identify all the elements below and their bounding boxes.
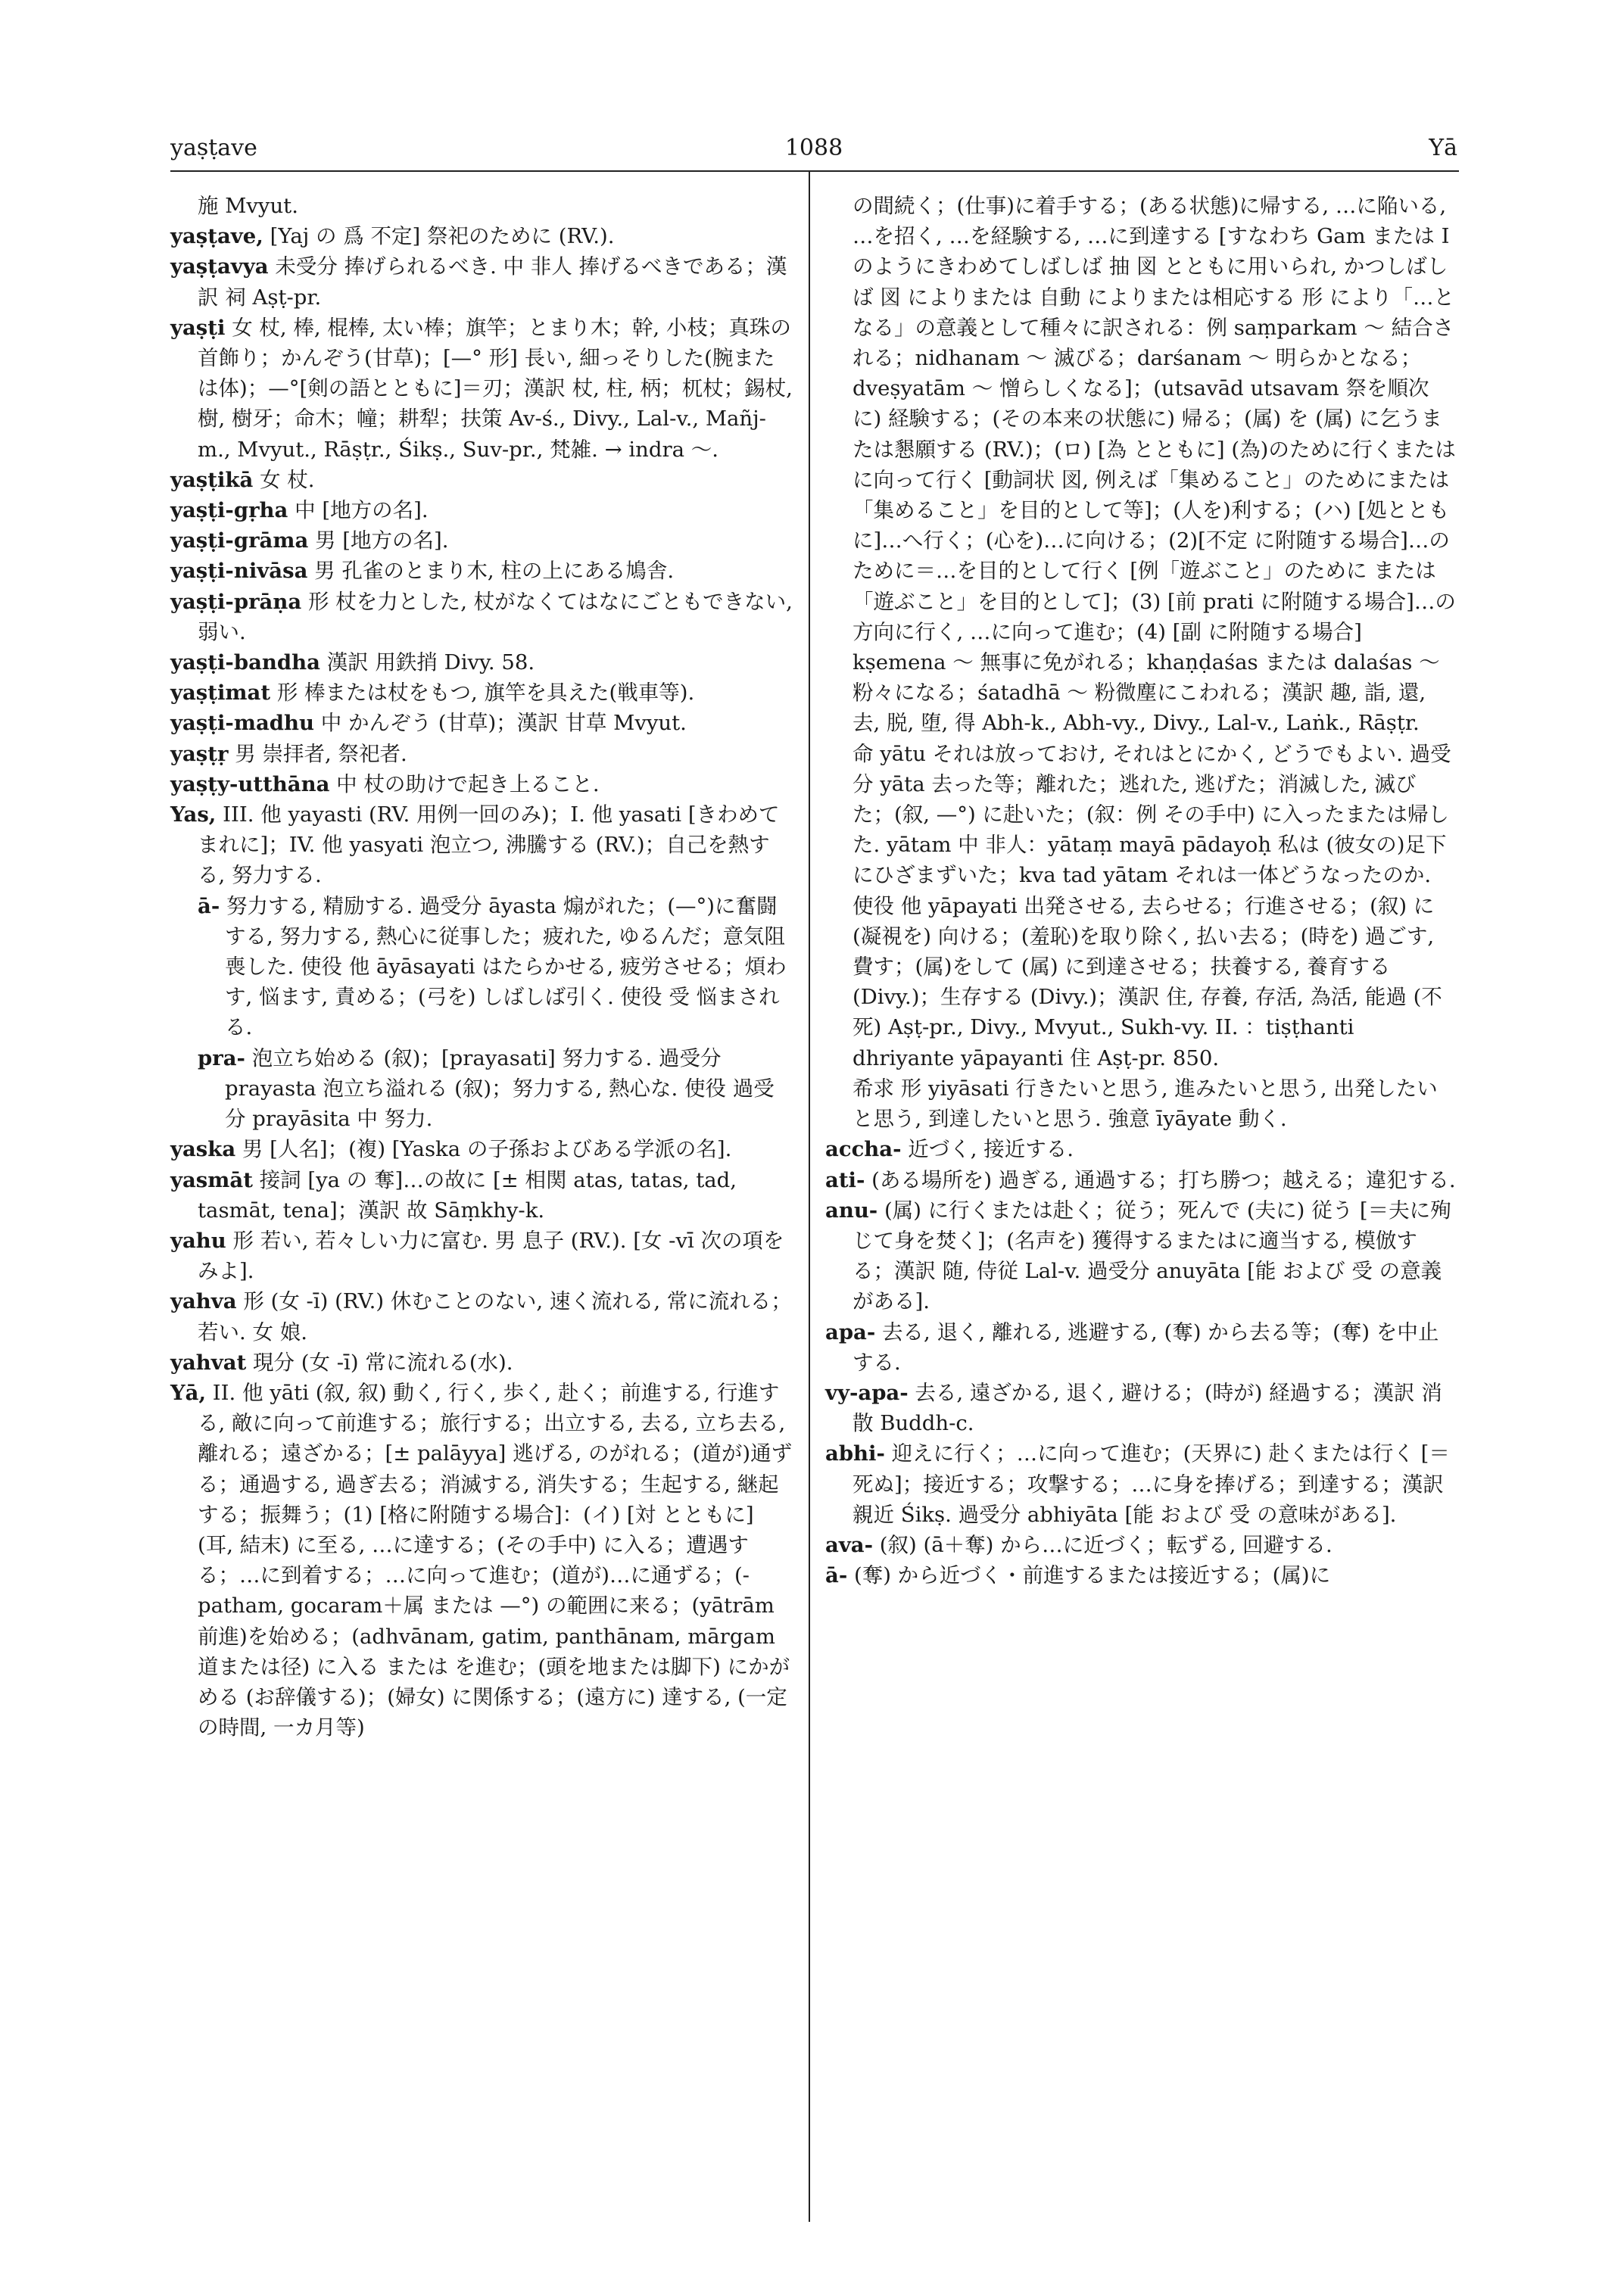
dictionary-entry: yahvat 現分 (女 -ī) 常に流れる(水). (170, 1350, 513, 1375)
headword: Yas, (170, 802, 217, 827)
headword: abhi- (825, 1441, 885, 1466)
headword: yaṣṭi-nivāsa (170, 559, 308, 584)
dictionary-entry: yaṣṭi-prāṇa 形 杖を力とした, 杖がなくてはなにごともできない, 弱い. (170, 589, 793, 644)
dictionary-entry: yaṣṭave, [Yaj の 爲 不定] 祭祀のために (RV.). (170, 224, 615, 249)
headword: yaṣṭi-prāṇa (170, 589, 302, 614)
dictionary-subentry: pra- 泡立ち始める (叙)；[prayasati] 努力する. 過受分 prayasta 泡立ち溢れる (叙)；努力する, 熱心な. 使役 過受分 prayāsita 中 努力. (198, 1045, 775, 1132)
dictionary-entry: 希求 形 yiyāsati 行きたいと思う, 進みたいと思う, 出発したいと思う, 到達したいと思う. 強意 īyāyate 動く. (853, 1076, 1438, 1132)
dictionary-entry: vy-apa- 去る, 遠ざかる, 退く, 避ける；(時が) 経過する；漢訳 消散 Buddh-c. (825, 1380, 1442, 1436)
dictionary-entry: yasmāt 接詞 [ya の 奪]…の故に [± 相関 atas, tatas, tad, tasmāt, tena]；漢訳 故 Sāṃkhy-k. (170, 1167, 737, 1223)
headword: yaṣṭi-bandha (170, 650, 320, 675)
right-column (825, 191, 1457, 1590)
headword: yaṣṭi-grāma (170, 528, 309, 553)
dictionary-entry: yahu 形 若い, 若々しい力に富む. 男 息子 (RV.). [女 -vī 次の項をみよ]. (170, 1228, 784, 1284)
dictionary-entry: anu- (属) に行くまたは赴く；従う；死んで (夫に) 従う [＝夫に殉じて身を焚く]；(名声を) 獲得するまたはに適当する, 模倣する；漢訳 随, 侍従 Lal-v. 過受分 anuyāta [能 および 受 の意義がある]. (825, 1198, 1451, 1314)
dictionary-entry: ā- (奪) から近づく・前進するまたは接近する；(属)に (825, 1563, 1331, 1588)
header-rule (170, 170, 1459, 172)
dictionary-entry: abhi- 迎えに行く；…に向って進む；(天界に) 赴くまたは行く [＝死ぬ]；接近する；攻撃する；…に身を捧げる；到達する；漢訳 親近 Śikṣ. 過受分 abhiyāta [能 および 受 の意味がある]. (825, 1441, 1450, 1527)
headword: yaṣṭimat (170, 681, 271, 706)
headword: yaṣṭi-madhu (170, 711, 314, 736)
dictionary-entry: apa- 去る, 退く, 離れる, 逃避する, (奪) から去る等；(奪) を中止する. (825, 1319, 1439, 1375)
headword: yaṣṭṛ (170, 741, 229, 766)
dictionary-entry: yaṣṭikā 女 杖. (170, 467, 315, 492)
headword: accha- (825, 1137, 902, 1162)
headword: yaska (170, 1137, 236, 1162)
dictionary-entry: 命 yātu それは放っておけ, それはとにかく, どうでもよい. 過受分 yāta 去った等；離れた；逃れた, 逃げた；消滅した, 滅びた；(叙, —°) に赴いた；(叙：例 その手中) に入ったまたは帰した. yātam 中 非人：yātaṃ mayā pādayoḥ 私は (彼女の)足下にひざまずいた；kva tad yātam それは一体どうなったのか. 使役 他 yāpayati 出発させる, 去らせる；行進させる；(叙) に (凝視を) 向ける；(羞恥)を取り除く, 払い去る；(時を) 過ごす, 費す；(属)をして (属) に到達させる；扶養する, 養育する(Divy.)；生存する (Divy.)；漢訳 住, 存養, 存活, 為活, 能過 (不死) Aṣṭ-pr., Divy., Mvyut., Sukh-vy. II. ：tiṣṭhanti dhriyante yāpayanti 住 Aṣṭ-pr. 850. (853, 741, 1451, 1070)
dictionary-entry: yahva 形 (女 -ī) (RV.) 休むことのない, 速く流れる, 常に流れる；若い. 女 娘. (170, 1289, 792, 1344)
left-column (170, 191, 795, 1743)
headword: yasmāt (170, 1167, 253, 1192)
headword: vy-apa- (825, 1380, 909, 1405)
headword: apa- (825, 1319, 876, 1344)
dictionary-entry: yaṣṭavya 未受分 捧げられるべき. 中 非人 捧げるべきである；漢訳 祠 Aṣṭ-pr. (170, 254, 787, 310)
dictionary-entry: yaṣṭy-utthāna 中 杖の助けで起き上ること. (170, 771, 600, 796)
headword: ā- (198, 893, 220, 918)
headword: yaṣṭikā (170, 467, 254, 492)
headword: yaṣṭi-gṛha (170, 498, 288, 523)
dictionary-entry: yaṣṭi-madhu 中 かんぞう (甘草)；漢訳 甘草 Mvyut. (170, 711, 687, 736)
dictionary-entry: accha- 近づく, 接近する. (825, 1137, 1074, 1162)
dictionary-entry: 施 Mvyut. (198, 194, 298, 218)
running-header (170, 135, 1457, 180)
column-divider (809, 170, 810, 2222)
headword: anu- (825, 1198, 878, 1223)
dictionary-entry: ava- (叙) (ā＋奪) から…に近づく；転ずる, 回避する. (825, 1532, 1333, 1557)
dictionary-entry: yaṣṭi-gṛha 中 [地方の名]. (170, 498, 429, 523)
headword: yahu (170, 1228, 226, 1253)
page-number: 1088 (784, 135, 843, 161)
dictionary-entry: yaṣṭimat 形 棒または杖をもつ, 旗竿を具えた(戦車等). (170, 681, 695, 706)
headword: pra- (198, 1045, 245, 1070)
dictionary-entry: yaska 男 [人名]；(複) [Yaska の子孫およびある学派の名]. (170, 1137, 732, 1162)
headword: yaṣṭi (170, 315, 226, 340)
dictionary-subentry: ā- 努力する, 精励する. 過受分 āyasta 煽がれた；(—°)に奮闘する, 努力する, 熱心に従事した；疲れた, ゆるんだ；意気阻喪した. 使役 他 āyāsayati はたらかせる, 疲労させる；煩わす, 悩ます, 責める；(弓を) しばしば引く. 使役 受 悩まされる. (198, 893, 787, 1040)
header-guide-word-left: yaṣṭave (170, 135, 257, 161)
headword: ava- (825, 1532, 874, 1557)
dictionary-entry: Yā, II. 他 yāti (叙, 叙) 動く, 行く, 歩く, 赴く；前進する, 行進する, 敵に向って前進する；旅行する；出立する, 去る, 立ち去る, 離れる；遠ざかる；[± palāyya] 逃げる, のがれる；(道が)通ずる；通過する, 過ぎ去る；消滅する, 消失する；生起する, 継起する；振舞う；(1) [格に附随する場合]：(イ) [対 とともに] (耳, 結末) に至る, …に達する；(その手中) に入る；遭遇する；…に到着する；…に向って進む；(道が)…に通ずる；(-patham, gocaram＋属 または —°) の範囲に来る；(yātrām 前進)を始める；(adhvānam, gatim, panthānam, mārgam 道または径) に入る または を進む；(頭を地または脚下) にかがめる (お辞儀する)；(婦女) に関係する；(遠方に) 達する, (一定の時間, 一カ月等) (170, 1380, 793, 1740)
dictionary-entry: yaṣṭi-bandha 漢訳 用鉄捎 Divy. 58. (170, 650, 535, 675)
dictionary-entry: yaṣṭṛ 男 崇拝者, 祭祀者. (170, 741, 407, 766)
headword: yahvat (170, 1350, 247, 1375)
headword: yaṣṭavya (170, 254, 269, 279)
headword: Yā, (170, 1380, 207, 1405)
headword: ā- (825, 1563, 848, 1588)
dictionary-entry: yaṣṭi 女 杖, 棒, 棍棒, 太い棒；旗竿；とまり木；幹, 小枝；真珠の首飾り；かんぞう(甘草)；[—° 形] 長い, 細っそりした(腕または体)；—°[剣の語とともに]＝刃；漢訳 杖, 柱, 柄；杌杖；錫杖, 樹, 樹牙；命木；幢；耕犁；扶策 Av-ś., Divy., Lal-v., Mañj-m., Mvyut., Rāṣṭr., Śikṣ., Suv-pr., 梵雑. → indra ～. (170, 315, 793, 462)
dictionary-entry: ati- (ある場所を) 過ぎる, 通過する；打ち勝つ；越える；違犯する. (825, 1167, 1456, 1192)
headword: ati- (825, 1167, 865, 1192)
dictionary-entry: yaṣṭi-nivāsa 男 孔雀のとまり木, 柱の上にある鳩舎. (170, 559, 675, 584)
headword: yaṣṭy-utthāna (170, 771, 330, 796)
header-guide-word-right: Yā (1429, 135, 1457, 161)
dictionary-entry: Yas, III. 他 yayasti (RV. 用例一回のみ)；I. 他 yasati [きわめてまれに]；IV. 他 yasyati 泡立つ, 沸騰する (RV.)；自己を熱する, 努力する. (170, 802, 780, 888)
dictionary-entry: yaṣṭi-grāma 男 [地方の名]. (170, 528, 449, 553)
headword: yaṣṭave, (170, 224, 263, 249)
headword: yahva (170, 1289, 237, 1314)
dictionary-entry: の間続く；(仕事)に着手する；(ある状態)に帰する, …に陥いる, …を招く, …を経験する, …に到達する [すなわち Gam または I のようにきわめてしばしば 抽 図 とともに用いられ, かつしばしば 図 によりまたは 自動 によりまたは相応する 形 により「…となる」の意義として種々に訳される：例 saṃparkam ～ 結合される；nidhanam ～ 滅びる；darśanam ～ 明らかとなる；dveṣyatām ～ 憎らしくなる]；(utsavād utsavam 祭を順次に) 経験する；(その本来の状態に) 帰る；(属) を (属) に乞うまたは懇願する (RV.)；(ロ) [為 とともに] (為)のために行くまたはに向って行く [動詞状 図, 例えば「集めること」のためにまたは「集めること」を目的として等]；(人を)利する；(ハ) [処とともに]…へ行く；(心を)…に向ける；(2)[不定 に附随する場合]…のために＝…を目的として行く [例「遊ぶこと」のために または「遊ぶこと」を目的として]；(3) [前 prati に附随する場合]…の方向に行く, …に向って進む；(4) [副 に附随する場合] kṣemena ～ 無事に免がれる；khaṇḍaśas または dalaśas ～ 粉々になる；śatadhā ～ 粉微塵にこわれる；漢訳 趣, 詣, 還, 去, 脱, 堕, 得 Abh-k., Abh-vy., Divy., Lal-v., Laṅk., Rāṣṭr. (853, 194, 1456, 736)
